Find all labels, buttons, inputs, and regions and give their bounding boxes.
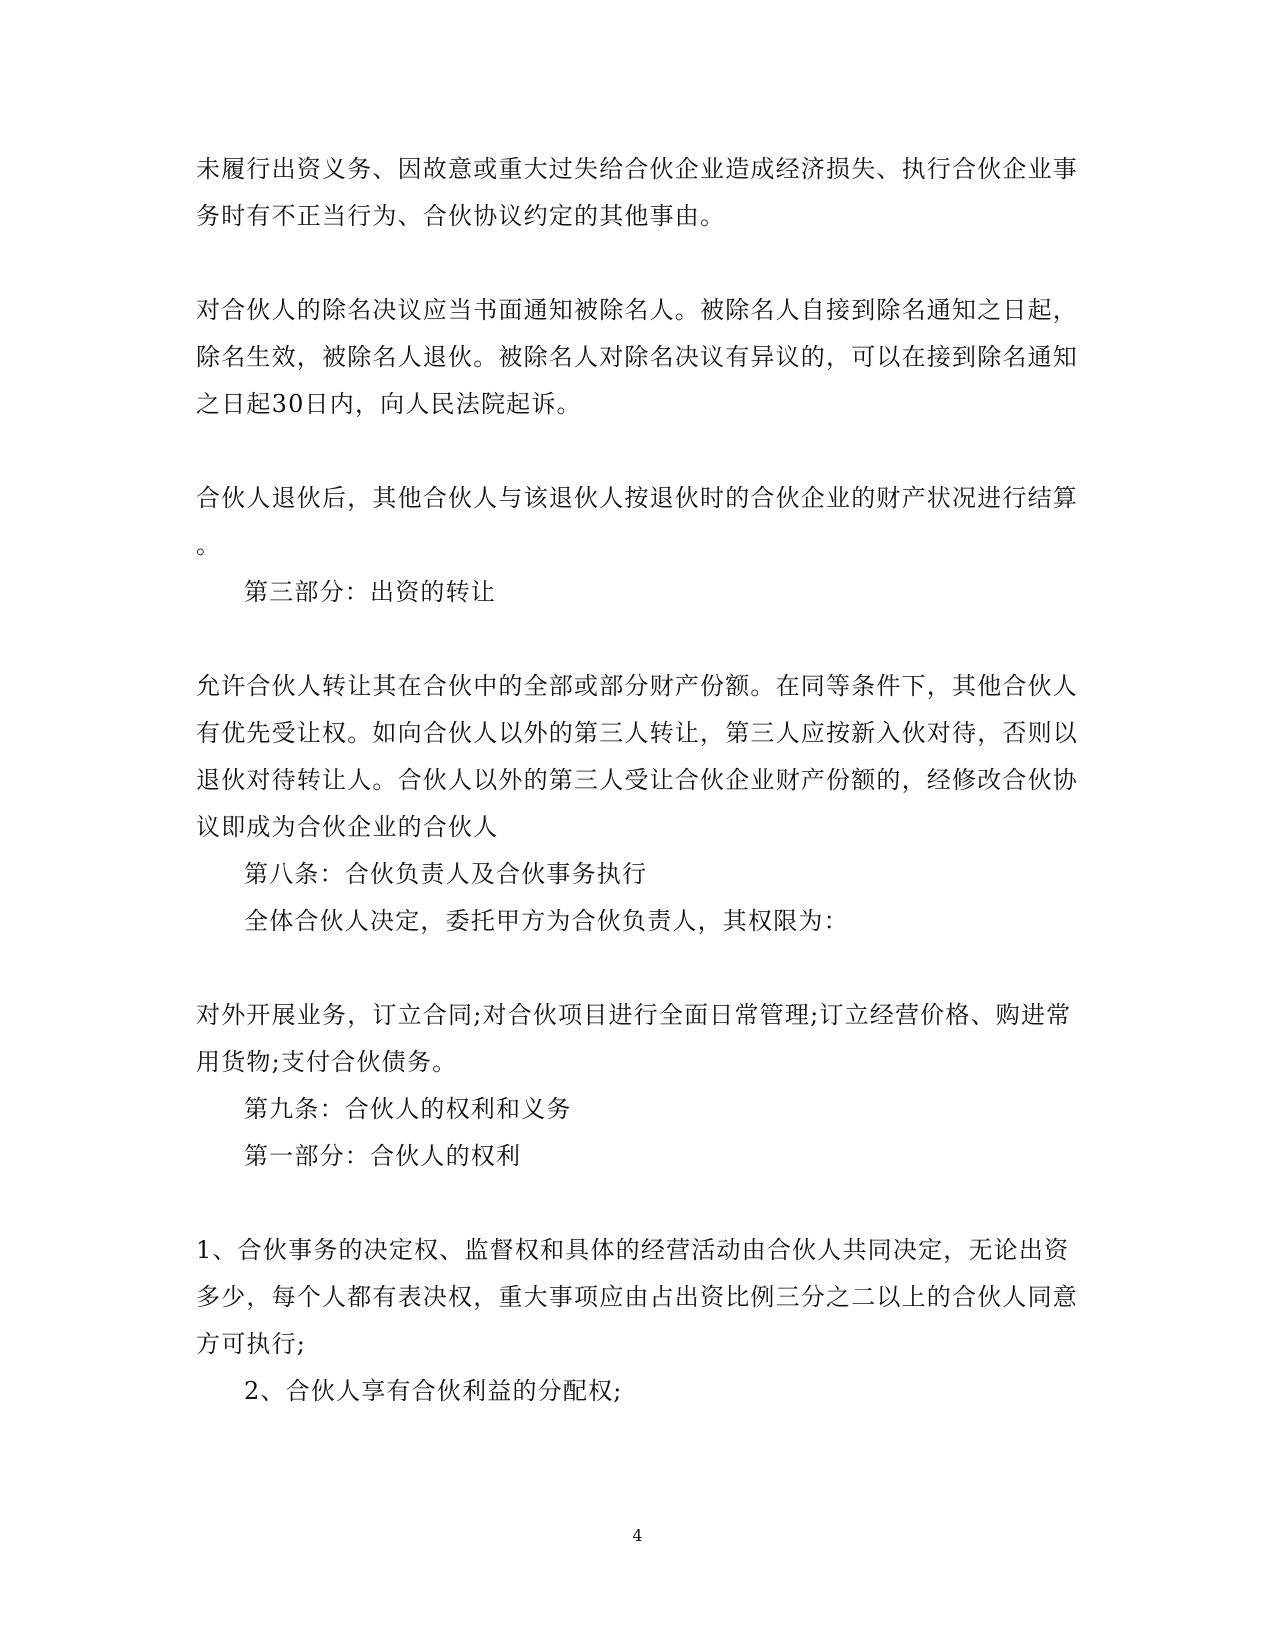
text-line: 退伙对待转让人。合伙人以外的第三人受让合伙企业财产份额的，经修改合伙协: [196, 766, 1078, 794]
section-heading: 第三部分：出资的转让: [244, 578, 496, 606]
section-heading: 第一部分：合伙人的权利: [244, 1142, 522, 1170]
text-line: 之日起30日内，向人民法院起诉。: [196, 390, 582, 418]
text-line: 。: [196, 531, 222, 559]
text-line: 全体合伙人决定，委托甲方为合伙负责人，其权限为：: [244, 907, 849, 935]
page-number: 4: [632, 1526, 643, 1545]
text-line: 务时有不正当行为、合伙协议约定的其他事由。: [196, 202, 726, 230]
text-line: 有优先受让权。如向合伙人以外的第三人转让，第三人应按新入伙对待，否则以: [196, 719, 1078, 747]
text-line: 多少，每个人都有表决权，重大事项应由占出资比例三分之二以上的合伙人同意: [196, 1283, 1078, 1311]
text-line: 允许合伙人转让其在合伙中的全部或部分财产份额。在同等条件下，其他合伙人: [196, 672, 1078, 700]
article-heading: 第八条：合伙负责人及合伙事务执行: [244, 860, 648, 888]
text-line: 未履行出资义务、因故意或重大过失给合伙企业造成经济损失、执行合伙企业事: [196, 155, 1078, 183]
text-line: 除名生效，被除名人退伙。被除名人对除名决议有异议的，可以在接到除名通知: [196, 343, 1078, 371]
text-line: 用货物;支付合伙债务。: [196, 1048, 458, 1076]
text-line: 对外开展业务，订立合同;对合伙项目进行全面日常管理;订立经营价格、购进常: [196, 1001, 1072, 1029]
list-item: 1、合伙事务的决定权、监督权和具体的经营活动由合伙人共同决定，无论出资: [196, 1236, 1070, 1264]
list-item: 2、合伙人享有合伙利益的分配权;: [244, 1377, 623, 1405]
article-heading: 第九条：合伙人的权利和义务: [244, 1095, 572, 1123]
text-line: 方可执行;: [196, 1330, 307, 1358]
text-line: 合伙人退伙后，其他合伙人与该退伙人按退伙时的合伙企业的财产状况进行结算: [196, 484, 1078, 512]
text-line: 对合伙人的除名决议应当书面通知被除名人。被除名人自接到除名通知之日起，: [196, 296, 1078, 324]
text-line: 议即成为合伙企业的合伙人: [196, 813, 499, 841]
